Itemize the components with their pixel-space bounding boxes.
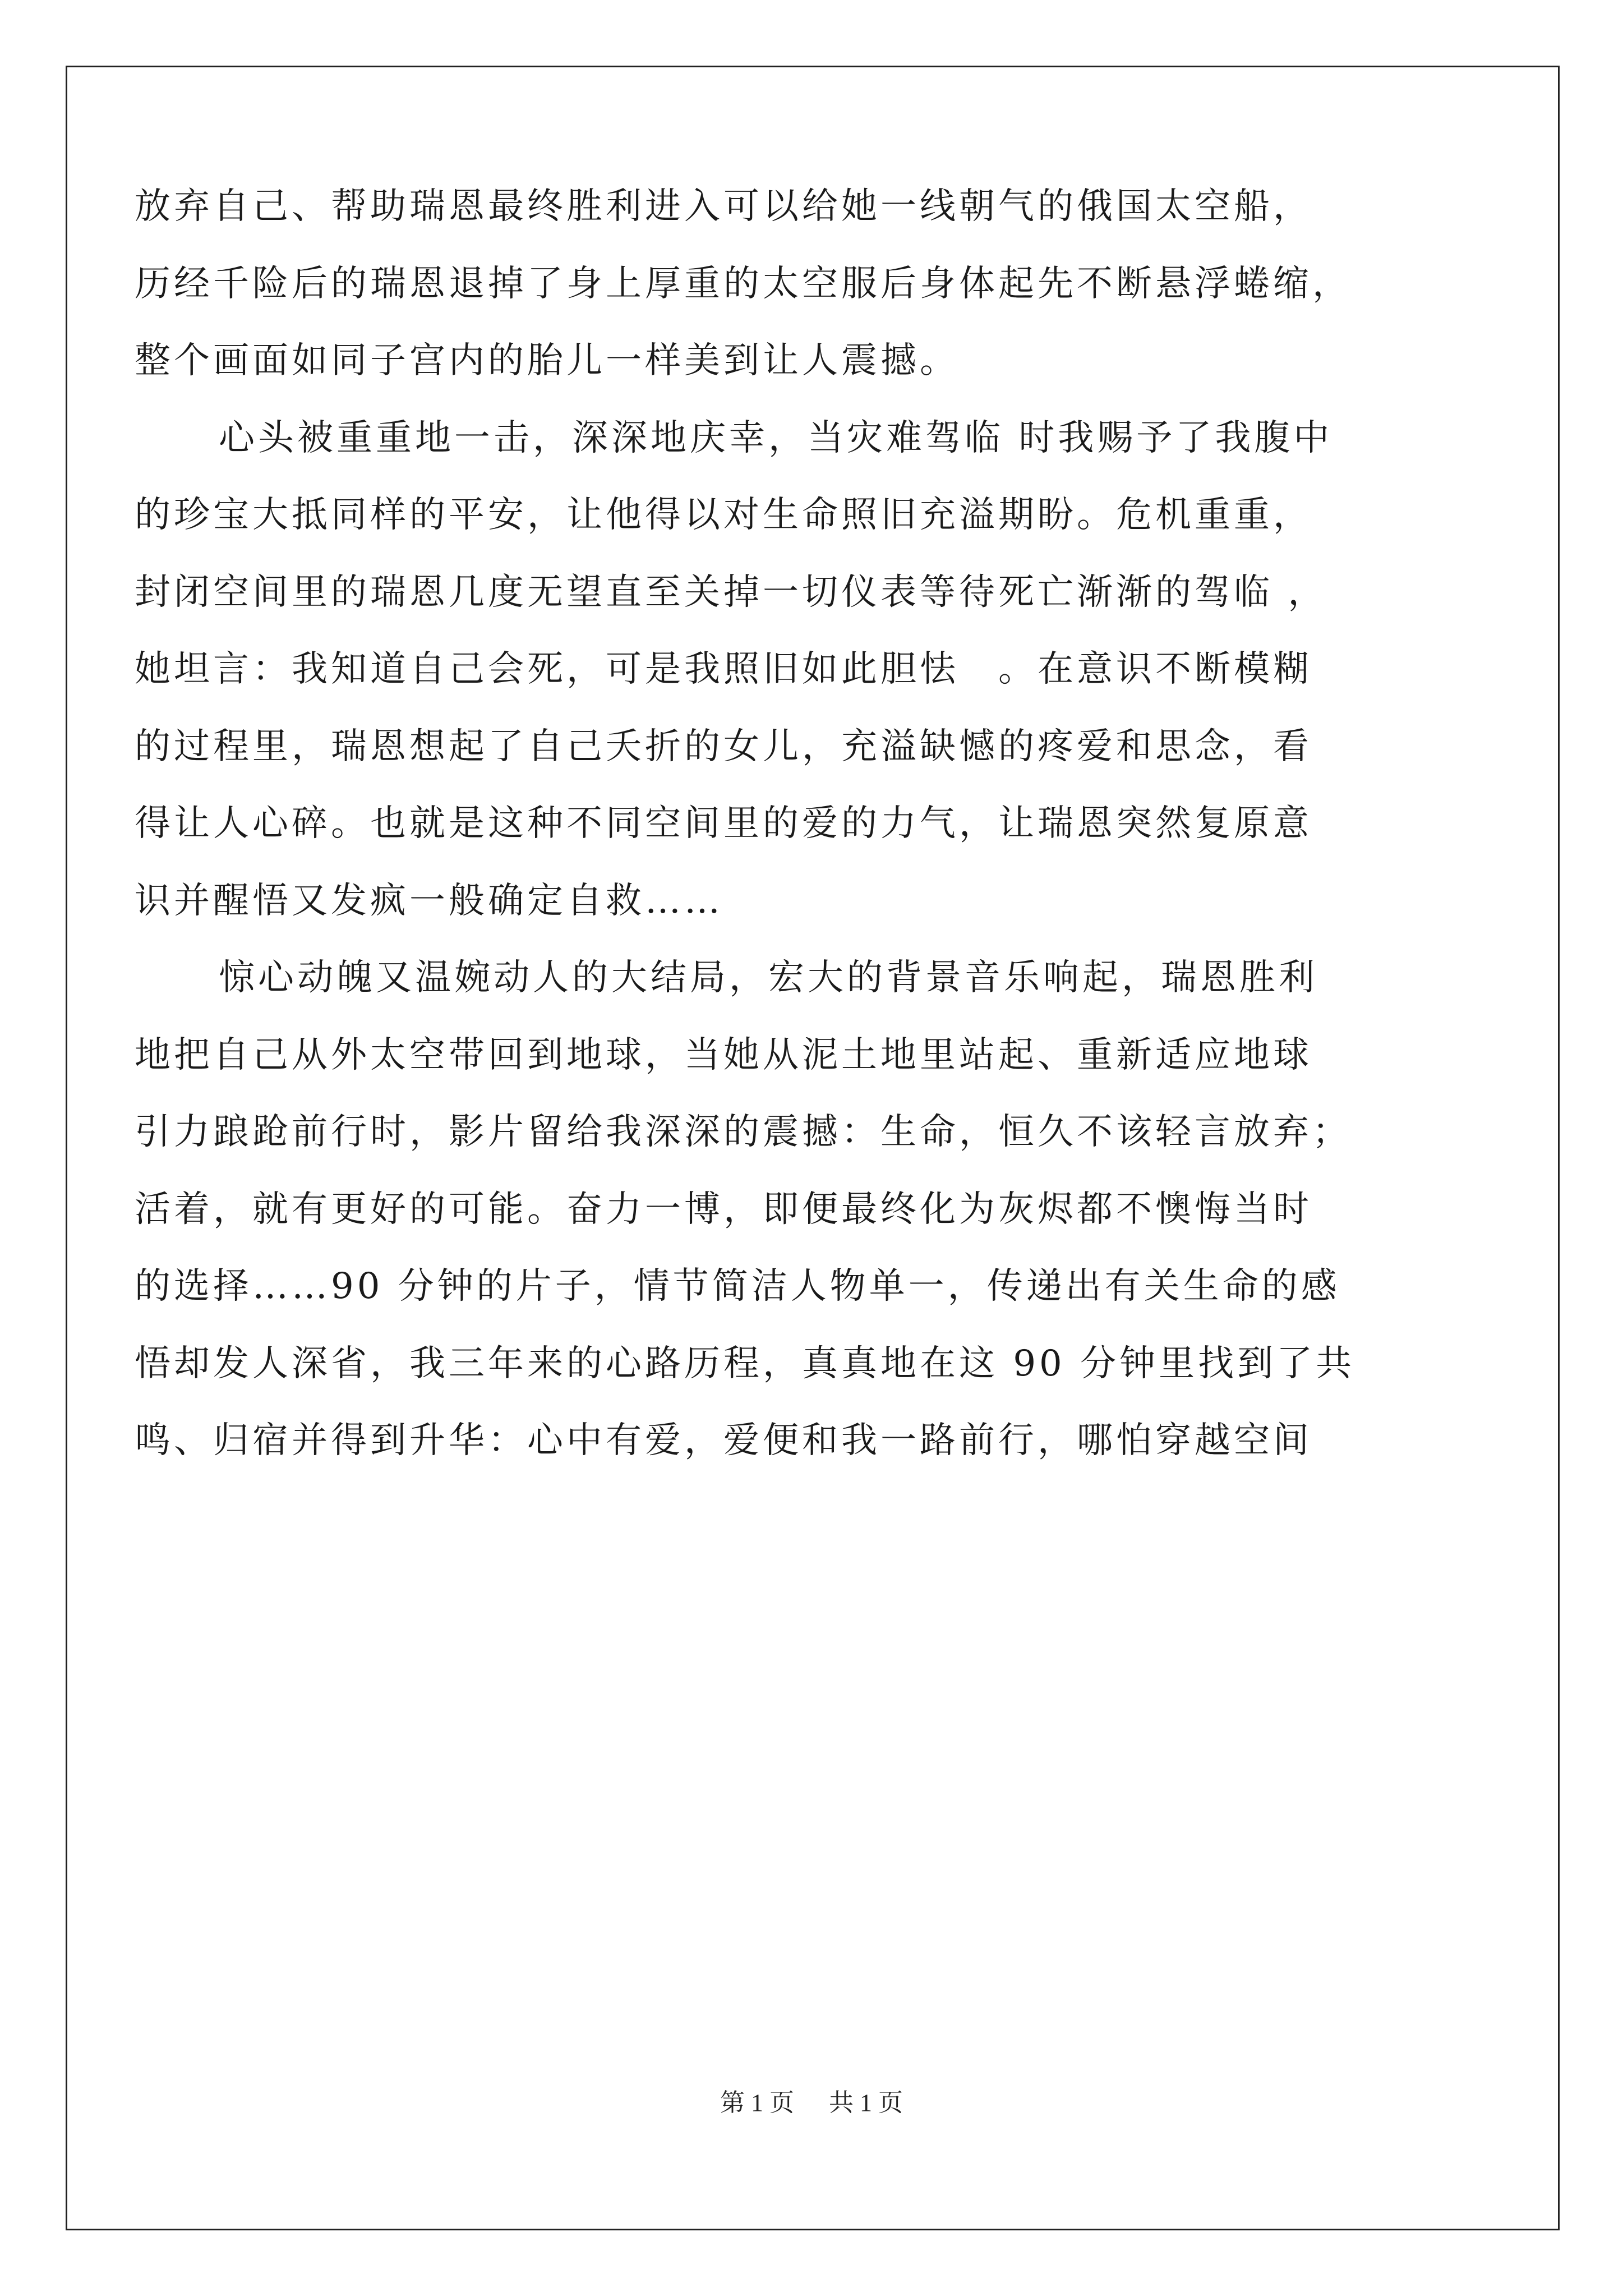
text-line: 引力踉跄前行时，影片留给我深深的震撼：生命，恒久不该轻言放弃； (135, 1111, 1352, 1153)
text-line: 得让人心碎。也就是这种不同空间里的爱的力气，让瑞恩突然复原意 (135, 803, 1312, 844)
text-line: 整个画面如同子宫内的胎儿一样美到让人震撼。 (135, 340, 959, 381)
paragraph-first-line: 心头被重重地一击，深深地庆幸，当灾难驾临 时我赐予了我腹中 (219, 417, 1333, 459)
text-line: 的过程里，瑞恩想起了自己夭折的女儿，充溢缺憾的疼爱和思念，看 (135, 725, 1312, 767)
document-body (135, 168, 1424, 1480)
text-line: 识并醒悟又发疯一般确定自救…… (135, 880, 723, 922)
text-line: 的珍宝大抵同样的平安，让他得以对生命照旧充溢期盼。危机重重， (135, 494, 1312, 536)
text-line: 放弃自己、帮助瑞恩最终胜利进入可以给她一线朝气的俄国太空船， (135, 186, 1312, 227)
text-line: 活着，就有更好的可能。奋力一博，即便最终化为灰烬都不懊悔当时 (135, 1188, 1312, 1230)
text-line: 鸣、归宿并得到升华：心中有爱，爱便和我一路前行，哪怕穿越空间 (135, 1420, 1312, 1461)
page-number: 第 1 页 (720, 2089, 794, 2116)
text-line: 她坦言：我知道自己会死，可是我照旧如此胆怯 。在意识不断模糊 (135, 648, 1312, 690)
page-total: 共 1 页 (829, 2089, 903, 2116)
page-footer (0, 2082, 1623, 2118)
text-line: 历经千险后的瑞恩退掉了身上厚重的太空服后身体起先不断悬浮蜷缩， (135, 263, 1352, 305)
text-line: 地把自己从外太空带回到地球，当她从泥土地里站起、重新适应地球 (135, 1034, 1312, 1076)
text-line: 封闭空间里的瑞恩几度无望直至关掉一切仪表等待死亡渐渐的驾临 ， (135, 571, 1327, 613)
paragraph-first-line: 惊心动魄又温婉动人的大结局，宏大的背景音乐响起，瑞恩胜利 (219, 957, 1318, 999)
text-line: 悟却发人深省，我三年来的心路历程，真真地在这 90 分钟里找到了共 (135, 1342, 1355, 1384)
text-line: 的选择……90 分钟的片子，情节简洁人物单一，传递出有关生命的感 (135, 1266, 1340, 1307)
